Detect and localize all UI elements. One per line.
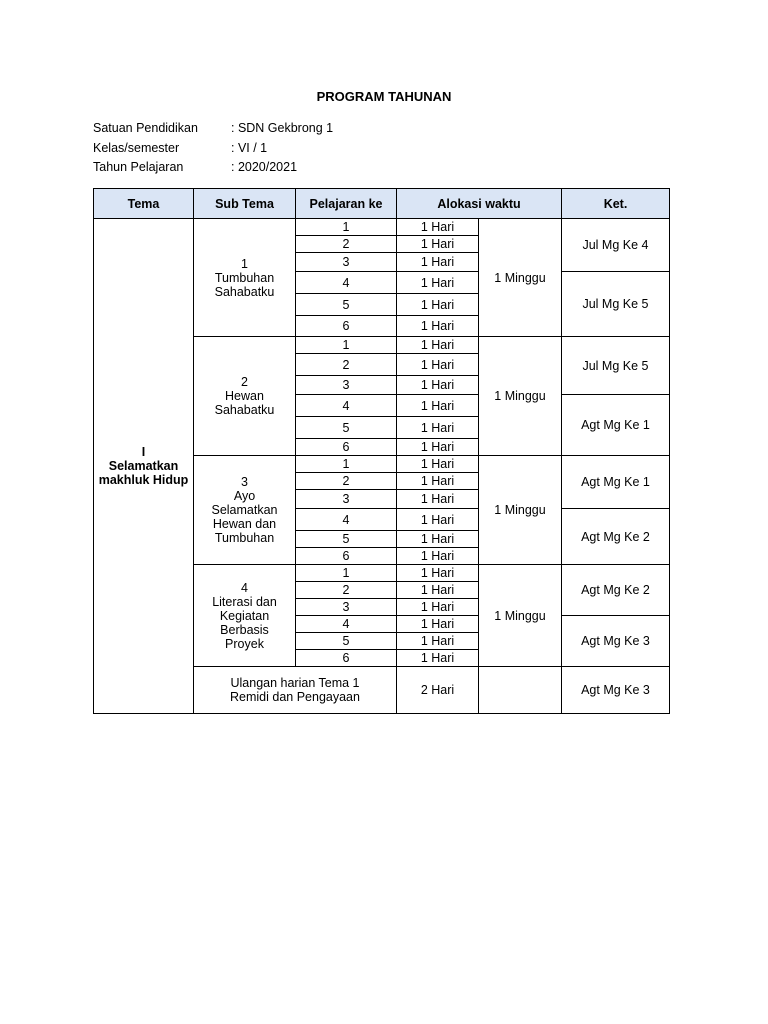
lesson-time: 1 Hari [397, 395, 479, 417]
lesson-time: 1 Hari [397, 616, 479, 633]
lesson-number: 3 [296, 599, 397, 616]
sub-tema-cell [194, 337, 296, 456]
program-table [93, 188, 670, 714]
lesson-number: 1 [296, 456, 397, 473]
lesson-number: 3 [296, 490, 397, 509]
lesson-number: 5 [296, 417, 397, 439]
lesson-number: 5 [296, 531, 397, 548]
lesson-number: 6 [296, 548, 397, 565]
sub-tema-name: Tumbuhan Sahabatku [214, 270, 275, 299]
lesson-number: 4 [296, 509, 397, 531]
table-header-row [94, 189, 670, 219]
lesson-time: 1 Hari [397, 565, 479, 582]
sub-tema-cell [194, 456, 296, 565]
lesson-time: 1 Hari [397, 253, 479, 272]
info-label: Satuan Pendidikan [93, 121, 198, 135]
lesson-number: 2 [296, 473, 397, 490]
header-ket: Ket. [562, 189, 670, 219]
ket-cell: Agt Mg Ke 3 [562, 616, 670, 667]
info-value: : VI / 1 [231, 140, 268, 155]
lesson-time: 1 Hari [397, 354, 479, 376]
info-label: Kelas/semester [93, 140, 180, 155]
lesson-time: 1 Hari [397, 509, 479, 531]
sub-tema-name: Ayo Selamatkan Hewan dan Tumbuhan [211, 489, 278, 545]
lesson-time: 1 Hari [397, 439, 479, 456]
ulangan-ket: Agt Mg Ke 3 [562, 667, 670, 714]
lesson-number: 1 [296, 337, 397, 354]
header-alokasi-waktu: Alokasi waktu [397, 189, 562, 219]
sub-tema-name: Literasi dan Kegiatan Berbasis Proyek [212, 594, 277, 651]
document-info [93, 119, 333, 178]
lesson-time: 1 Hari [397, 337, 479, 354]
sub-tema-number: 4 [241, 580, 248, 595]
table-body [94, 219, 670, 714]
alokasi-cell: 1 Minggu [479, 456, 562, 565]
ket-cell: Agt Mg Ke 1 [562, 456, 670, 509]
ket-cell: Agt Mg Ke 2 [562, 565, 670, 616]
ket-cell: Agt Mg Ke 1 [562, 395, 670, 456]
lesson-time: 1 Hari [397, 272, 479, 294]
info-row-tahun [93, 158, 333, 178]
lesson-number: 2 [296, 354, 397, 376]
ket-cell: Jul Mg Ke 5 [562, 337, 670, 395]
lesson-time: 1 Hari [397, 531, 479, 548]
sub-tema-number: 3 [241, 475, 248, 489]
lesson-number: 5 [296, 633, 397, 650]
lesson-number: 3 [296, 376, 397, 395]
ket-cell: Jul Mg Ke 4 [562, 219, 670, 272]
lesson-number: 1 [296, 219, 397, 236]
info-value: : 2020/2021 [231, 160, 298, 174]
alokasi-cell: 1 Minggu [479, 219, 562, 337]
tema-cell [94, 219, 194, 714]
info-label: Tahun Pelajaran [93, 160, 184, 174]
ulangan-label-cell [194, 667, 397, 714]
tema-name: Selamatkan makhluk Hidup [98, 459, 189, 487]
lesson-number: 2 [296, 236, 397, 253]
lesson-number: 4 [296, 272, 397, 294]
header-tema: Tema [94, 189, 194, 219]
lesson-time: 1 Hari [397, 376, 479, 395]
ulangan-time: 2 Hari [397, 667, 479, 714]
lesson-time: 1 Hari [397, 548, 479, 565]
lesson-number: 4 [296, 616, 397, 633]
sub-tema-number: 1 [241, 256, 248, 271]
ket-cell: Jul Mg Ke 5 [562, 272, 670, 337]
header-pelajaran-ke: Pelajaran ke [296, 189, 397, 219]
info-row-kelas [93, 139, 333, 159]
lesson-time: 1 Hari [397, 633, 479, 650]
ulangan-line-1: Ulangan harian Tema 1 [230, 676, 360, 690]
lesson-time: 1 Hari [397, 650, 479, 667]
header-sub-tema: Sub Tema [194, 189, 296, 219]
lesson-time: 1 Hari [397, 316, 479, 337]
lesson-time: 1 Hari [397, 582, 479, 599]
alokasi-cell: 1 Minggu [479, 565, 562, 667]
lesson-time: 1 Hari [397, 219, 479, 236]
lesson-number: 2 [296, 582, 397, 599]
lesson-number: 6 [296, 650, 397, 667]
lesson-time: 1 Hari [397, 490, 479, 509]
lesson-time: 1 Hari [397, 294, 479, 316]
sub-tema-number: 2 [241, 375, 248, 389]
lesson-time: 1 Hari [397, 456, 479, 473]
lesson-time: 1 Hari [397, 236, 479, 253]
sub-tema-name: Hewan Sahabatku [214, 389, 275, 417]
lesson-number: 1 [296, 565, 397, 582]
lesson-number: 4 [296, 395, 397, 417]
document-title: PROGRAM TAHUNAN [316, 89, 452, 104]
tema-number: I [141, 445, 146, 459]
info-value: : SDN Gekbrong 1 [231, 121, 334, 135]
lesson-time: 1 Hari [397, 599, 479, 616]
table-row [94, 219, 670, 236]
lesson-number: 6 [296, 439, 397, 456]
alokasi-cell: 1 Minggu [479, 337, 562, 456]
lesson-number: 6 [296, 316, 397, 337]
lesson-number: 5 [296, 294, 397, 316]
sub-tema-cell [194, 219, 296, 337]
lesson-time: 1 Hari [397, 417, 479, 439]
info-row-satuan [93, 119, 333, 139]
sub-tema-cell [194, 565, 296, 667]
lesson-number: 3 [296, 253, 397, 272]
ulangan-line-2: Remidi dan Pengayaan [230, 690, 360, 704]
ulangan-alokasi [479, 667, 562, 714]
lesson-time: 1 Hari [397, 473, 479, 490]
ket-cell: Agt Mg Ke 2 [562, 509, 670, 565]
